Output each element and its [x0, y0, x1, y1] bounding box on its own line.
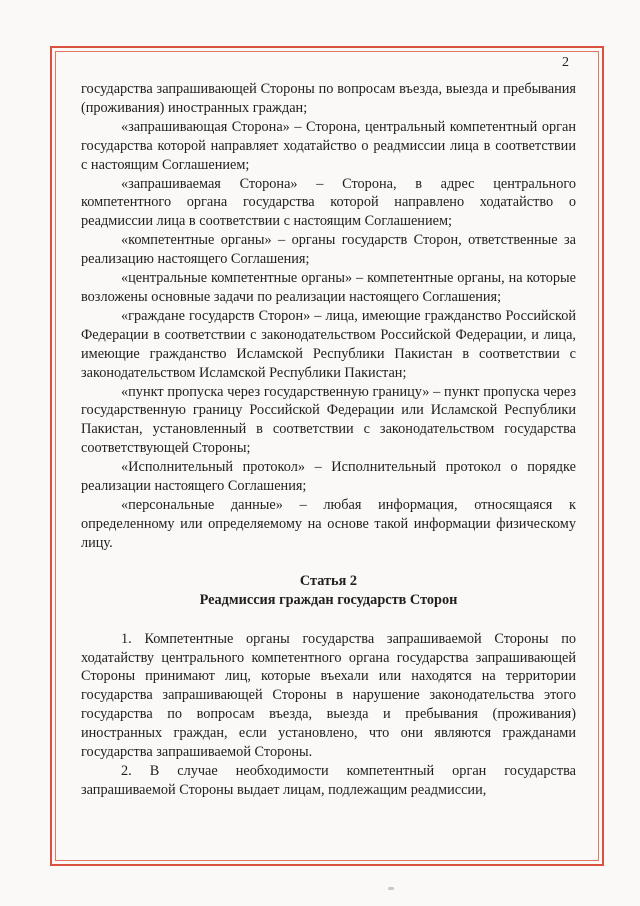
definition-implementing-protocol: «Исполнительный протокол» – Исполнительный протокол о порядке реализации настоящего Соглашения; — [81, 459, 576, 495]
definition-requested-party: «запрашиваемая Сторона» – Сторона, в адрес центрального компетентного органа государства которой направлено ходатайство о реадмиссии лица в соответствии с настоящим Соглашением; — [81, 175, 576, 230]
definition-continuation: государства запрашивающей Стороны по вопросам въезда, выезда и пребывания (проживания) иностранных граждан; — [81, 81, 576, 116]
article-number: Статья 2 — [299, 572, 358, 589]
article-paragraph-1: 1. Компетентные органы государства запрашиваемой Стороны по ходатайству центрального компетентного органа государства запрашивающей Стороны принимают лиц, которые въехали или находятся на территории государства запрашивающей Стороны в нарушение законодательства этого государства по вопросам въезда, выезда и пребывания (проживания) иностранных граждан, если установлено, что они являются гражданами государства запрашиваемой Стороны. — [81, 630, 576, 761]
definitions-list — [81, 80, 576, 553]
article-paragraph-2: 2. В случае необходимости компетентный орган государства запрашиваемой Стороны выдает лицам, подлежащим реадмиссии, — [81, 763, 576, 798]
definition-citizens: «граждане государств Сторон» – лица, имеющие гражданство Российской Федерации в соответствии с законодательством Российской Федерации, и лица, имеющие гражданство Исламской Республики Пакистан в соответствии с законодательством Исламской Республики Пакистан; — [81, 307, 576, 381]
article-body — [81, 630, 576, 800]
document-body — [81, 80, 576, 800]
definition-requesting-party: «запрашивающая Сторона» – Сторона, центральный компетентный орган государства которой направляет ходатайство о реадмиссии лица в соответствии с настоящим Соглашением; — [81, 118, 576, 173]
article-title: Реадмиссия граждан государств Сторон — [199, 591, 458, 608]
definition-personal-data: «персональные данные» – любая информация, относящаяся к определенному или определяемому на основе такой информации физическому лицу. — [81, 496, 576, 551]
page-number: 2 — [562, 55, 569, 70]
definition-border-checkpoint: «пункт пропуска через государственную границу» – пункт пропуска через государственную границу Российской Федерации или Исламской Республики Пакистан, установленный в соответствии с законодательством государства соответствующей Стороны; — [81, 383, 576, 457]
scan-mark — [388, 887, 394, 890]
definition-competent-authorities: «компетентные органы» – органы государств Сторон, ответственные за реализацию настоящего Соглашения; — [81, 232, 576, 268]
definition-central-authorities: «центральные компетентные органы» – компетентные органы, на которые возложены основные задачи по реализации настоящего Соглашения; — [81, 270, 576, 305]
article-heading — [81, 572, 576, 610]
